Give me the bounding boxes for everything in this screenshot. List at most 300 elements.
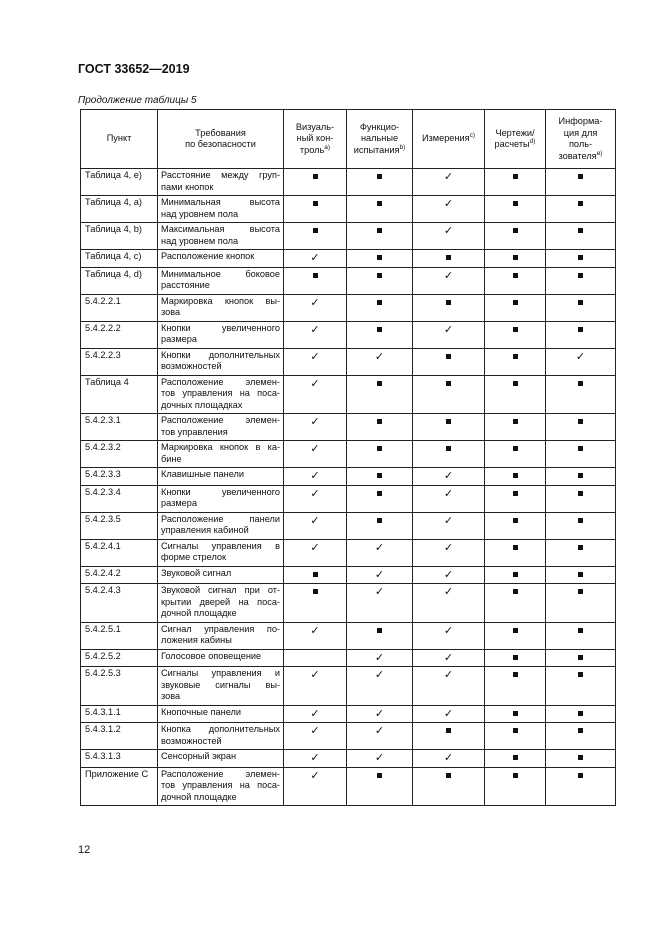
- checkmark-icon: ✓: [374, 725, 385, 737]
- mark-cell: [284, 294, 347, 321]
- checkmark-icon: ✓: [374, 350, 385, 363]
- mark-cell: [546, 566, 616, 584]
- mark-cell: [347, 705, 413, 723]
- row-point: Таблица 4, b): [81, 223, 158, 250]
- mark-cell: [347, 539, 413, 566]
- column-header-line: нальные: [360, 133, 399, 144]
- filled-square-icon: [578, 728, 583, 733]
- requirement-line: звуковые сигналы вы-: [161, 679, 280, 690]
- requirement-line: Сигналы управления в: [161, 540, 280, 551]
- requirement-line: тов управления на поса-: [161, 388, 280, 398]
- table-row: [81, 485, 616, 512]
- row-requirement: [158, 468, 284, 486]
- mark-cell: [413, 348, 485, 375]
- mark-cell: [413, 539, 485, 566]
- requirement-line: Голосовое оповещение: [161, 650, 262, 661]
- row-requirement: [158, 196, 284, 223]
- checkmark-icon: ✓: [443, 568, 454, 581]
- requirement-line: над уровнем пола: [161, 208, 239, 219]
- filled-square-icon: [513, 755, 518, 760]
- checkmark-icon: ✓: [374, 669, 385, 681]
- checkmark-icon: ✓: [443, 487, 454, 500]
- mark-cell: [485, 414, 546, 441]
- checkmark-icon: ✓: [310, 377, 320, 390]
- requirement-line: Кнопки увеличенного: [161, 486, 280, 497]
- checkmark-icon: ✓: [443, 198, 454, 210]
- mark-cell: [413, 223, 485, 250]
- row-point: 5.4.2.3.3: [81, 468, 158, 486]
- column-header: [485, 110, 546, 169]
- filled-square-icon: [377, 381, 382, 386]
- checkmark-icon: ✓: [310, 707, 320, 720]
- filled-square-icon: [377, 174, 382, 179]
- filled-square-icon: [446, 354, 451, 359]
- checkmark-icon: ✓: [443, 541, 454, 554]
- filled-square-icon: [446, 255, 451, 260]
- mark-cell: [413, 250, 485, 268]
- mark-cell: [546, 622, 616, 649]
- mark-cell: [284, 468, 347, 486]
- mark-cell: [546, 649, 616, 667]
- mark-cell: [284, 485, 347, 512]
- row-requirement: [158, 169, 284, 196]
- footnote-ref: b): [399, 143, 406, 151]
- filled-square-icon: [578, 327, 583, 332]
- mark-cell: [284, 705, 347, 723]
- mark-cell: [347, 750, 413, 768]
- row-point: Таблица 4, е): [81, 169, 158, 196]
- mark-cell: [546, 414, 616, 441]
- row-point: 5.4.2.4.2: [81, 566, 158, 584]
- mark-cell: [347, 250, 413, 268]
- table-row: [81, 649, 616, 667]
- filled-square-icon: [513, 518, 518, 523]
- filled-square-icon: [513, 545, 518, 550]
- table-row: [81, 539, 616, 566]
- table-header-row: [81, 110, 616, 169]
- mark-cell: [546, 223, 616, 250]
- mark-cell: [347, 223, 413, 250]
- column-header-line: Пункт: [106, 133, 132, 144]
- requirement-line: зова: [161, 307, 181, 317]
- column-header-line: Функцио-: [359, 121, 400, 132]
- checkmark-icon: ✓: [310, 541, 320, 554]
- row-requirement: [158, 223, 284, 250]
- filled-square-icon: [513, 672, 518, 677]
- mark-cell: [347, 566, 413, 584]
- row-point: 5.4.3.1.1: [81, 705, 158, 723]
- mark-cell: [546, 468, 616, 486]
- checkmark-icon: ✓: [310, 323, 320, 336]
- mark-cell: [413, 196, 485, 223]
- footnote-ref: d): [529, 137, 536, 145]
- table-row: [81, 441, 616, 468]
- filled-square-icon: [377, 273, 382, 278]
- mark-cell: [413, 566, 485, 584]
- mark-cell: [485, 223, 546, 250]
- checkmark-icon: ✓: [443, 624, 454, 637]
- column-header-line: [487, 139, 543, 151]
- requirement-line: над уровнем пола: [161, 235, 239, 246]
- mark-cell: [284, 169, 347, 196]
- table-row: [81, 294, 616, 321]
- mark-cell: [347, 196, 413, 223]
- filled-square-icon: [313, 572, 318, 577]
- filled-square-icon: [578, 773, 583, 778]
- row-requirement: [158, 767, 284, 806]
- mark-cell: [546, 767, 616, 806]
- row-requirement: [158, 622, 284, 649]
- mark-cell: [347, 723, 413, 750]
- filled-square-icon: [513, 273, 518, 278]
- mark-cell: [284, 196, 347, 223]
- column-header: [347, 110, 413, 169]
- table-row: [81, 348, 616, 375]
- requirement-line: Расположение элемен-: [161, 415, 280, 425]
- requirement-line: Кнопки увеличенного: [161, 322, 280, 333]
- row-point: Таблица 4, d): [81, 267, 158, 294]
- mark-cell: [485, 512, 546, 539]
- row-requirement: [158, 512, 284, 539]
- mark-cell: [284, 723, 347, 750]
- filled-square-icon: [513, 419, 518, 424]
- table-row: [81, 414, 616, 441]
- filled-square-icon: [513, 300, 518, 305]
- row-point: 5.4.2.2.3: [81, 348, 158, 375]
- row-requirement: [158, 348, 284, 375]
- mark-cell: [546, 485, 616, 512]
- mark-cell: [413, 584, 485, 623]
- mark-cell: [347, 485, 413, 512]
- row-point: 5.4.2.5.3: [81, 667, 158, 706]
- column-header: [81, 110, 158, 169]
- table-row: [81, 566, 616, 584]
- filled-square-icon: [578, 446, 583, 451]
- requirement-line: Маркировка кнопок вы-: [161, 295, 280, 306]
- filled-square-icon: [578, 255, 583, 260]
- checkmark-icon: ✓: [310, 416, 320, 428]
- filled-square-icon: [513, 327, 518, 332]
- filled-square-icon: [513, 174, 518, 179]
- row-requirement: [158, 667, 284, 706]
- mark-cell: [546, 667, 616, 706]
- mark-cell: [347, 584, 413, 623]
- filled-square-icon: [513, 628, 518, 633]
- mark-cell: [413, 723, 485, 750]
- table-row: [81, 767, 616, 806]
- mark-cell: [546, 750, 616, 768]
- table-row: [81, 267, 616, 294]
- filled-square-icon: [578, 755, 583, 760]
- mark-cell: [284, 649, 347, 667]
- requirement-line: Расстояние между груп-: [161, 170, 280, 180]
- filled-square-icon: [578, 273, 583, 278]
- filled-square-icon: [377, 255, 382, 260]
- mark-cell: [413, 512, 485, 539]
- mark-cell: [546, 584, 616, 623]
- column-header: [284, 110, 347, 169]
- requirement-line: Маркировка кнопок в ка-: [161, 442, 280, 452]
- column-header-text: зователя: [558, 150, 597, 161]
- column-header-text: испытания: [353, 144, 400, 155]
- mark-cell: [546, 169, 616, 196]
- mark-cell: [347, 767, 413, 806]
- requirement-line: тов управления: [161, 426, 228, 437]
- filled-square-icon: [377, 300, 382, 305]
- row-point: 5.4.3.1.3: [81, 750, 158, 768]
- checkmark-icon: ✓: [443, 669, 454, 681]
- mark-cell: [347, 512, 413, 539]
- filled-square-icon: [377, 518, 382, 523]
- mark-cell: [485, 539, 546, 566]
- row-point: 5.4.2.4.3: [81, 584, 158, 623]
- checkmark-icon: ✓: [374, 707, 385, 720]
- row-requirement: [158, 250, 284, 268]
- mark-cell: [546, 375, 616, 414]
- row-point: 5.4.3.1.2: [81, 723, 158, 750]
- mark-cell: [546, 321, 616, 348]
- filled-square-icon: [578, 545, 583, 550]
- filled-square-icon: [578, 628, 583, 633]
- row-point: 5.4.2.3.5: [81, 512, 158, 539]
- mark-cell: [485, 667, 546, 706]
- filled-square-icon: [313, 174, 318, 179]
- filled-square-icon: [578, 201, 583, 206]
- mark-cell: [485, 375, 546, 414]
- mark-cell: [546, 196, 616, 223]
- row-requirement: [158, 375, 284, 414]
- row-point: 5.4.2.3.2: [81, 441, 158, 468]
- mark-cell: [485, 566, 546, 584]
- mark-cell: [413, 750, 485, 768]
- column-header-line: Визуаль-: [295, 121, 335, 132]
- mark-cell: [485, 723, 546, 750]
- document-header: ГОСТ 33652—2019: [78, 62, 190, 76]
- checkmark-icon: ✓: [443, 225, 454, 237]
- mark-cell: [347, 649, 413, 667]
- checkmark-icon: ✓: [374, 586, 385, 598]
- row-requirement: [158, 441, 284, 468]
- mark-cell: [284, 512, 347, 539]
- checkmark-icon: ✓: [310, 752, 320, 764]
- mark-cell: [284, 375, 347, 414]
- mark-cell: [347, 441, 413, 468]
- row-requirement: [158, 321, 284, 348]
- requirement-line: возможностей: [161, 735, 222, 746]
- mark-cell: [413, 485, 485, 512]
- filled-square-icon: [513, 491, 518, 496]
- column-header-line: [349, 145, 410, 157]
- mark-cell: [485, 622, 546, 649]
- requirement-line: дочных площадках: [161, 399, 243, 410]
- checkmark-icon: ✓: [310, 514, 320, 527]
- filled-square-icon: [578, 473, 583, 478]
- mark-cell: [546, 512, 616, 539]
- filled-square-icon: [578, 300, 583, 305]
- mark-cell: [546, 294, 616, 321]
- column-header-line: по безопасности: [185, 139, 256, 149]
- filled-square-icon: [578, 419, 583, 424]
- mark-cell: [284, 441, 347, 468]
- checkmark-icon: ✓: [310, 350, 320, 363]
- filled-square-icon: [513, 473, 518, 478]
- filled-square-icon: [578, 381, 583, 386]
- filled-square-icon: [513, 255, 518, 260]
- filled-square-icon: [377, 419, 382, 424]
- row-requirement: [158, 584, 284, 623]
- mark-cell: [284, 767, 347, 806]
- requirement-line: зова: [161, 691, 181, 701]
- mark-cell: [347, 294, 413, 321]
- mark-cell: [284, 321, 347, 348]
- filled-square-icon: [578, 589, 583, 594]
- checkmark-icon: ✓: [310, 296, 320, 309]
- mark-cell: [413, 468, 485, 486]
- mark-cell: [485, 267, 546, 294]
- checkmark-icon: ✓: [310, 769, 320, 782]
- requirement-line: Минимальное боковое: [161, 268, 280, 279]
- column-header-line: ция для: [563, 127, 598, 138]
- table-row: [81, 375, 616, 414]
- table-row: [81, 169, 616, 196]
- row-requirement: [158, 723, 284, 750]
- footnote-ref: c): [469, 132, 476, 140]
- mark-cell: [413, 767, 485, 806]
- column-header-text: расчеты: [494, 139, 530, 149]
- mark-cell: [284, 667, 347, 706]
- row-requirement: [158, 485, 284, 512]
- filled-square-icon: [578, 174, 583, 179]
- row-point: Таблица 4, с): [81, 250, 158, 268]
- table-row: [81, 584, 616, 623]
- filled-square-icon: [513, 354, 518, 359]
- requirement-line: Расположение элемен-: [161, 376, 280, 387]
- column-header-line: Чертежи/: [495, 127, 535, 138]
- column-header-line: [286, 145, 344, 157]
- mark-cell: [413, 649, 485, 667]
- checkmark-icon: ✓: [374, 541, 385, 554]
- mark-cell: [485, 169, 546, 196]
- mark-cell: [546, 723, 616, 750]
- page-number: 12: [78, 844, 91, 856]
- column-header-line: ный кон-: [296, 133, 334, 144]
- mark-cell: [413, 622, 485, 649]
- table-row: [81, 196, 616, 223]
- requirement-line: Минимальная высота: [161, 197, 280, 207]
- requirement-line: возможностей: [161, 361, 222, 371]
- row-point: 5.4.2.2.2: [81, 321, 158, 348]
- filled-square-icon: [578, 228, 583, 233]
- column-header: [546, 110, 616, 169]
- filled-square-icon: [513, 728, 518, 733]
- mark-cell: [485, 767, 546, 806]
- mark-cell: [284, 622, 347, 649]
- mark-cell: [485, 294, 546, 321]
- filled-square-icon: [513, 572, 518, 577]
- filled-square-icon: [513, 381, 518, 386]
- mark-cell: [413, 321, 485, 348]
- mark-cell: [546, 348, 616, 375]
- checkmark-icon: ✓: [443, 752, 454, 764]
- mark-cell: [347, 348, 413, 375]
- row-requirement: [158, 414, 284, 441]
- mark-cell: [485, 468, 546, 486]
- mark-cell: [284, 584, 347, 623]
- requirement-line: размера: [161, 334, 197, 344]
- row-point: 5.4.2.3.4: [81, 485, 158, 512]
- filled-square-icon: [513, 589, 518, 594]
- requirement-line: Клавишные панели: [161, 469, 245, 479]
- mark-cell: [347, 267, 413, 294]
- filled-square-icon: [377, 473, 382, 478]
- mark-cell: [347, 169, 413, 196]
- column-header-line: Требования: [195, 127, 246, 138]
- filled-square-icon: [446, 773, 451, 778]
- column-header-line: [548, 151, 613, 163]
- filled-square-icon: [513, 446, 518, 451]
- checkmark-icon: ✓: [374, 752, 385, 764]
- mark-cell: [413, 441, 485, 468]
- filled-square-icon: [578, 518, 583, 523]
- filled-square-icon: [313, 228, 318, 233]
- requirement-line: тов управления на поса-: [161, 780, 280, 790]
- mark-cell: [284, 750, 347, 768]
- requirement-line: управления кабиной: [161, 525, 249, 535]
- requirement-line: расстояние: [161, 280, 210, 290]
- checkmark-icon: ✓: [374, 651, 385, 664]
- mark-cell: [413, 267, 485, 294]
- mark-cell: [485, 321, 546, 348]
- mark-cell: [284, 348, 347, 375]
- checkmark-icon: ✓: [443, 470, 454, 482]
- checkmark-icon: ✓: [443, 514, 454, 527]
- row-point: 5.4.2.2.1: [81, 294, 158, 321]
- mark-cell: [546, 705, 616, 723]
- filled-square-icon: [513, 228, 518, 233]
- table-row: [81, 667, 616, 706]
- requirement-line: пами кнопок: [161, 181, 214, 192]
- mark-cell: [485, 441, 546, 468]
- row-requirement: [158, 267, 284, 294]
- table-row: [81, 468, 616, 486]
- table-row: [81, 705, 616, 723]
- row-point: Приложение С: [81, 767, 158, 806]
- requirement-line: крытии дверей на поса-: [161, 596, 280, 607]
- mark-cell: [284, 267, 347, 294]
- mark-cell: [485, 750, 546, 768]
- row-requirement: [158, 750, 284, 768]
- row-requirement: [158, 705, 284, 723]
- column-header: [158, 110, 284, 169]
- mark-cell: [485, 584, 546, 623]
- checkmark-icon: ✓: [443, 269, 454, 282]
- mark-cell: [546, 267, 616, 294]
- filled-square-icon: [377, 773, 382, 778]
- mark-cell: [413, 414, 485, 441]
- checkmark-icon: ✓: [374, 568, 385, 581]
- requirement-line: Расположение панели: [161, 513, 280, 524]
- filled-square-icon: [313, 273, 318, 278]
- requirement-line: дочной площадке: [161, 608, 237, 618]
- checkmark-icon: ✓: [443, 323, 454, 336]
- requirement-line: Сенсорный экран: [161, 751, 237, 761]
- column-header-line: Информа-: [558, 116, 603, 126]
- checkmark-icon: ✓: [310, 470, 320, 482]
- row-point: 5.4.2.3.1: [81, 414, 158, 441]
- checkmark-icon: ✓: [443, 707, 454, 720]
- column-header-line: поль-: [568, 139, 593, 149]
- row-point: Таблица 4: [81, 375, 158, 414]
